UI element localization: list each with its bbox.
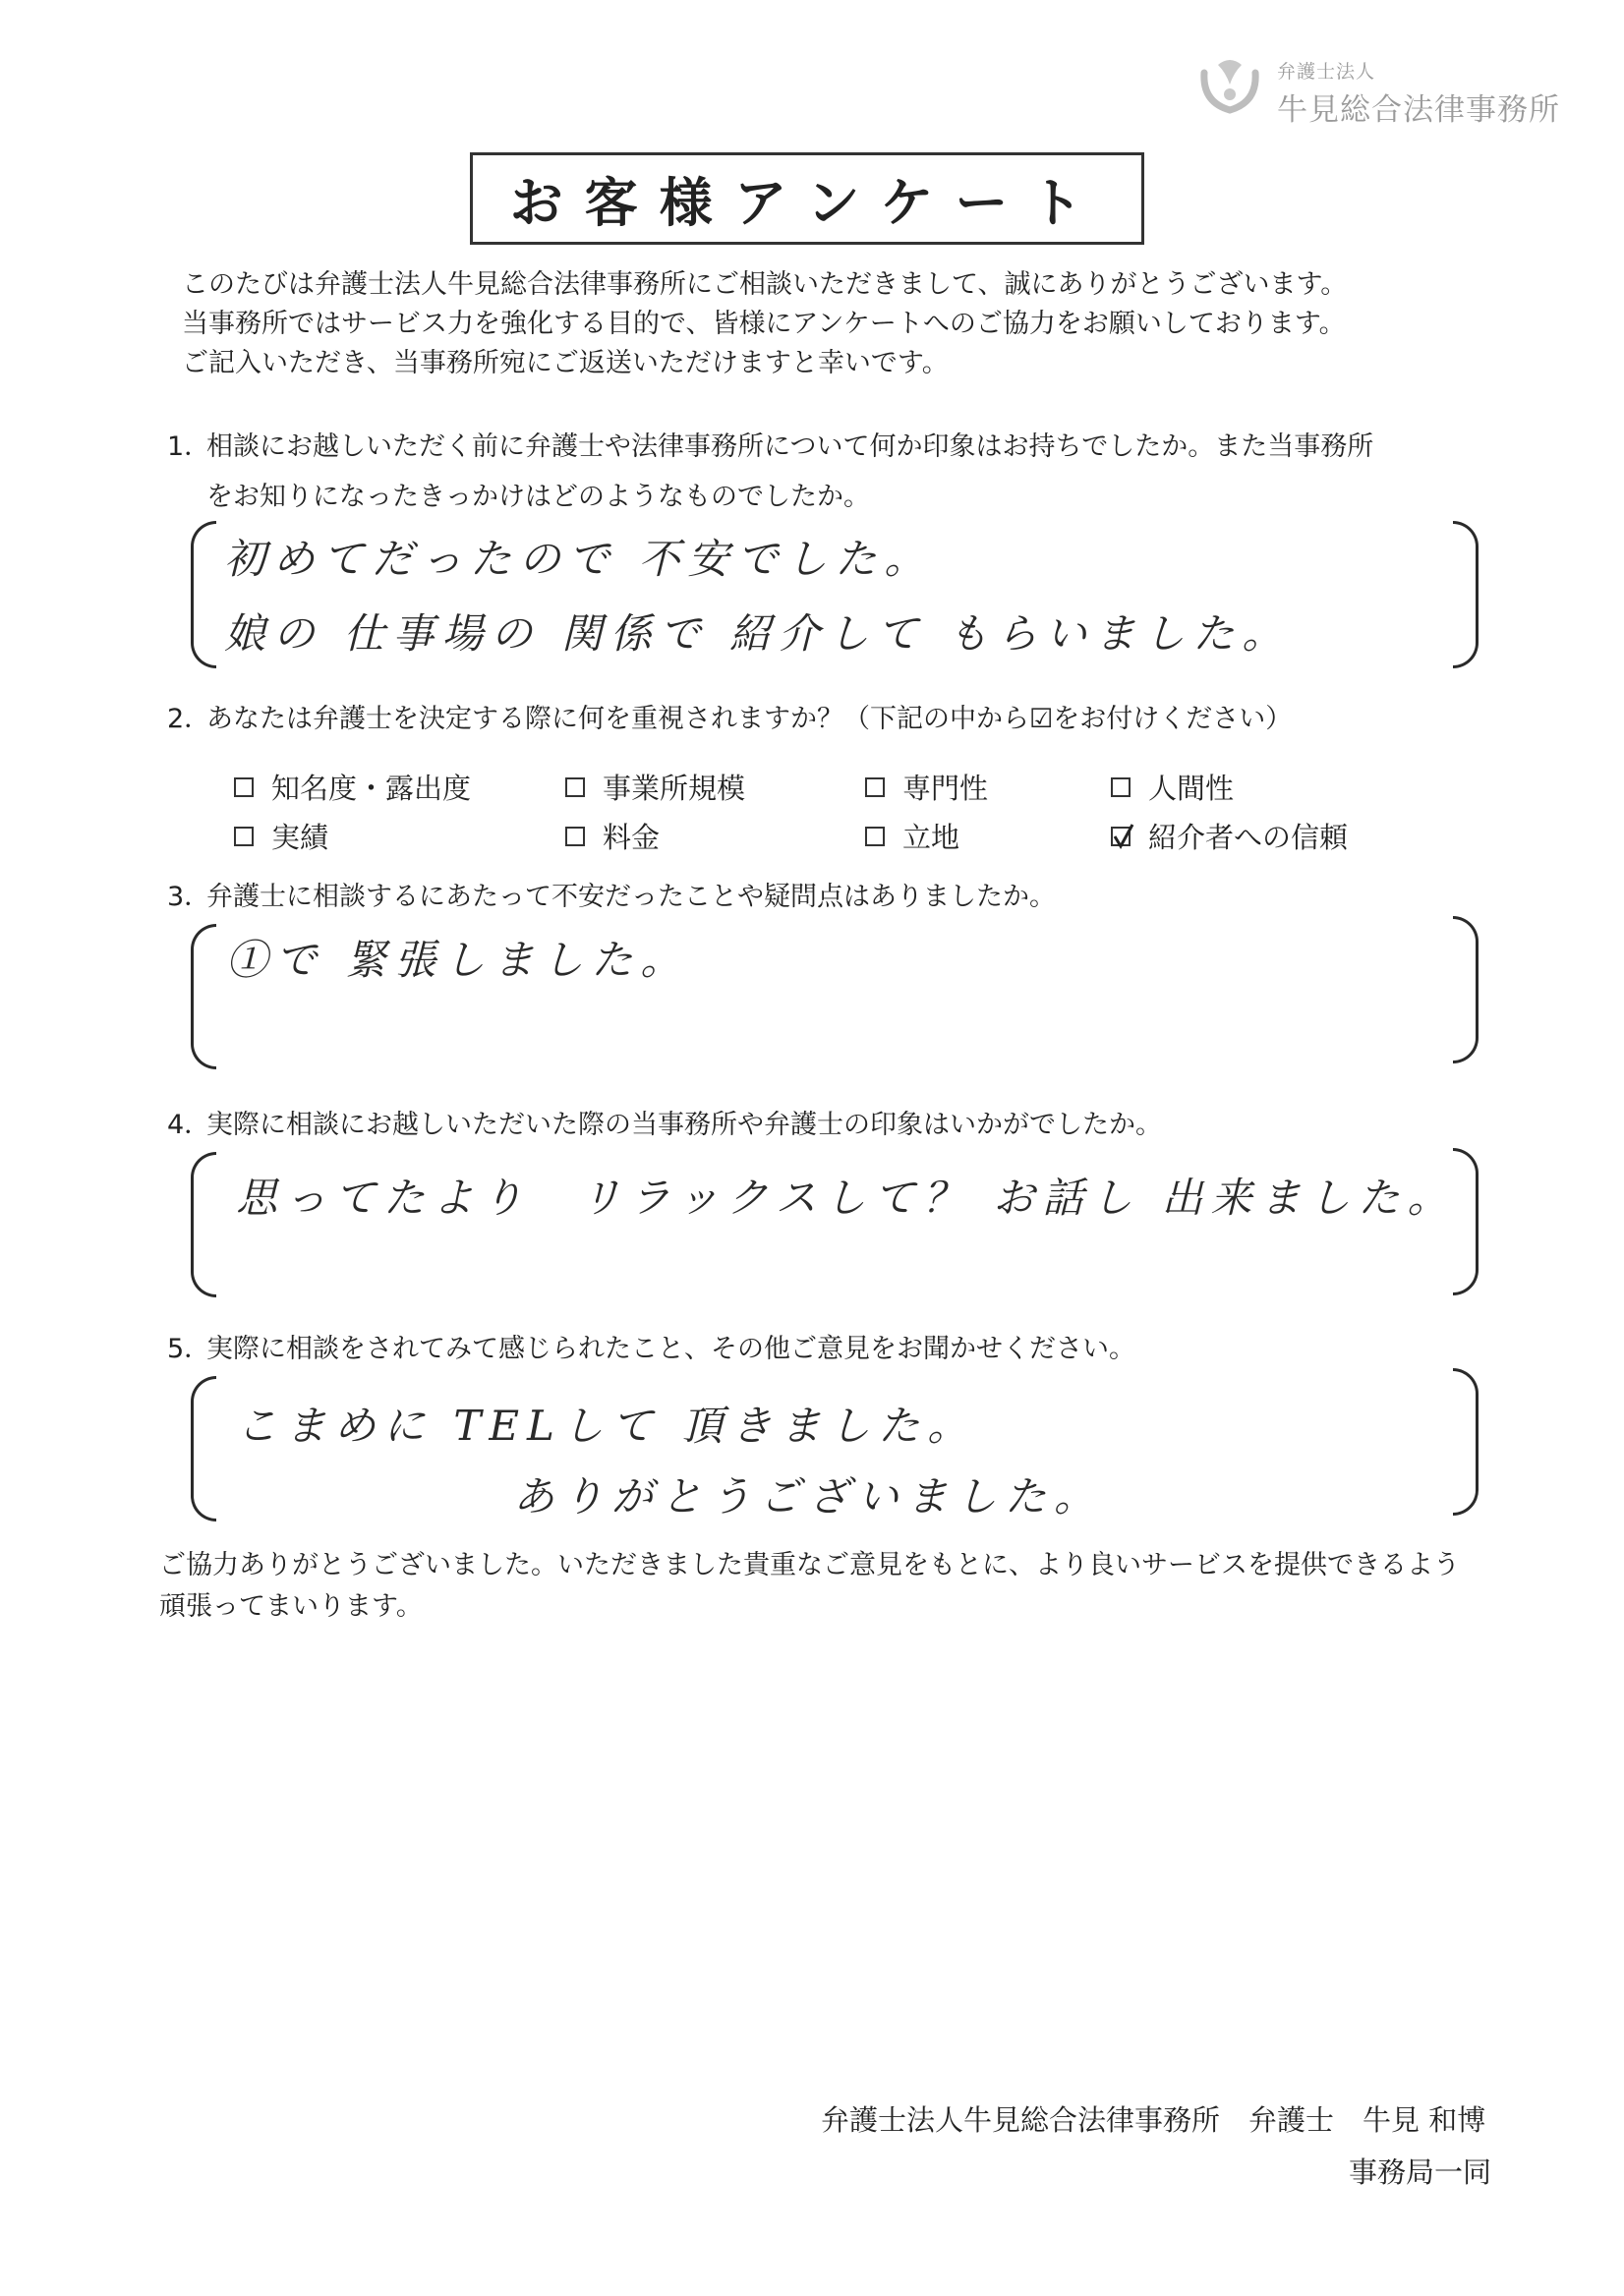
answer-bracket-right [1453, 916, 1479, 1063]
option-referrer-trust[interactable] [1111, 816, 1348, 856]
option-expertise[interactable] [865, 767, 988, 807]
question-text: 実際に相談をされてみて感じられたこと、その他ご意見をお聞かせください。 [206, 1334, 1135, 1364]
question-4 [167, 1103, 1162, 1148]
option-label: 知名度・露出度 [271, 772, 472, 805]
option-label: 人間性 [1148, 772, 1235, 805]
survey-title: お客様アンケート [509, 171, 1105, 234]
option-location[interactable] [865, 816, 959, 856]
question-text: 相談にお越しいただく前に弁護士や法律事務所について何か印象はお持ちでしたか。また当事務所 [206, 431, 1374, 462]
question-number: 4． [167, 1110, 211, 1140]
question-text: 弁護士に相談するにあたって不安だったことや疑問点はありましたか。 [206, 882, 1056, 912]
survey-title-box [470, 152, 1144, 245]
checkbox[interactable] [234, 827, 254, 846]
closing-line: ご協力ありがとうございました。いただきました貴重なご意見をもとに、より良いサービスを提供できるよう [159, 1550, 1460, 1580]
handwritten-answer: 初めてだったので 不安でした。 [224, 535, 934, 583]
answer-bracket-right [1453, 1148, 1479, 1295]
option-label: 立地 [902, 821, 960, 854]
firm-logo [1194, 51, 1568, 130]
answer-bracket-left [191, 924, 216, 1069]
intro-text [182, 265, 1460, 383]
question-5 [167, 1327, 1135, 1372]
question-text: 実際に相談にお越しいただいた際の当事務所や弁護士の印象はいかがでしたか。 [206, 1110, 1162, 1140]
answer-bracket-left [191, 1376, 216, 1521]
option-label: 実績 [271, 821, 329, 854]
checkbox[interactable] [234, 777, 254, 797]
answer-bracket-left [191, 1152, 216, 1297]
handwritten-answer: ①で 緊張しました。 [226, 936, 690, 984]
handwritten-answer: 思ってたより リラックスして？ お話し 出来ました。 [236, 1174, 1457, 1222]
closing-message [159, 1545, 1460, 1628]
signature-firm: 弁護士法人牛見総合法律事務所 弁護士 牛見 和博 [821, 2103, 1486, 2137]
question-1 [167, 425, 1373, 470]
intro-line: ご記入いただき、当事務所宛にご返送いただけますと幸いです。 [182, 348, 949, 378]
logo-subtitle: 弁護士法人 [1277, 61, 1376, 83]
question-number: 3． [167, 882, 211, 912]
handwritten-answer: ありがとうございました。 [513, 1472, 1104, 1521]
handwritten-answer: こまめに TELして 頂きました。 [236, 1402, 977, 1450]
question-number: 2． [167, 704, 211, 734]
checkbox[interactable] [1111, 777, 1131, 797]
option-label: 事業所規模 [603, 772, 746, 805]
option-personality[interactable] [1111, 767, 1234, 807]
question-2 [167, 697, 1292, 742]
checkbox[interactable] [865, 777, 885, 797]
answer-bracket-right [1453, 1368, 1479, 1516]
option-office-size[interactable] [565, 767, 745, 807]
logo-firm-name: 牛見総合法律事務所 [1277, 92, 1560, 128]
question-3 [167, 875, 1056, 920]
option-label: 料金 [603, 821, 661, 854]
closing-line: 頑張ってまいります。 [159, 1591, 423, 1622]
checkmark-icon [1111, 821, 1136, 850]
checkbox[interactable] [565, 827, 585, 846]
option-fees[interactable] [565, 816, 660, 856]
option-track-record[interactable] [234, 816, 328, 856]
intro-line: 当事務所ではサービス力を強化する目的で、皆様にアンケートへのご協力をお願いしております。 [182, 309, 1346, 339]
option-label: 専門性 [902, 772, 989, 805]
question-text: をお知りになったきっかけはどのようなものでしたか。 [206, 482, 870, 512]
question-1-continued [206, 475, 870, 520]
answer-bracket-right [1453, 521, 1479, 668]
answer-bracket-left [191, 521, 216, 668]
intro-line: このたびは弁護士法人牛見総合法律事務所にご相談いただきまして、誠にありがとうございます。 [182, 269, 1348, 300]
signature-staff: 事務局一同 [1349, 2155, 1492, 2189]
checkbox-checked[interactable] [1111, 827, 1131, 846]
checkbox[interactable] [565, 777, 585, 797]
handwritten-answer: 娘の 仕事場の 関係で 紹介して もらいました。 [224, 609, 1292, 658]
question-number: 1． [167, 431, 211, 462]
question-text: あなたは弁護士を決定する際に何を重視されますか？（下記の中から☑をお付けください） [206, 704, 1293, 734]
option-label: 紹介者への信頼 [1148, 821, 1349, 854]
option-fame[interactable] [234, 767, 471, 807]
question-number: 5． [167, 1334, 211, 1364]
firm-logo-mark-icon [1194, 51, 1265, 122]
checkbox[interactable] [865, 827, 885, 846]
